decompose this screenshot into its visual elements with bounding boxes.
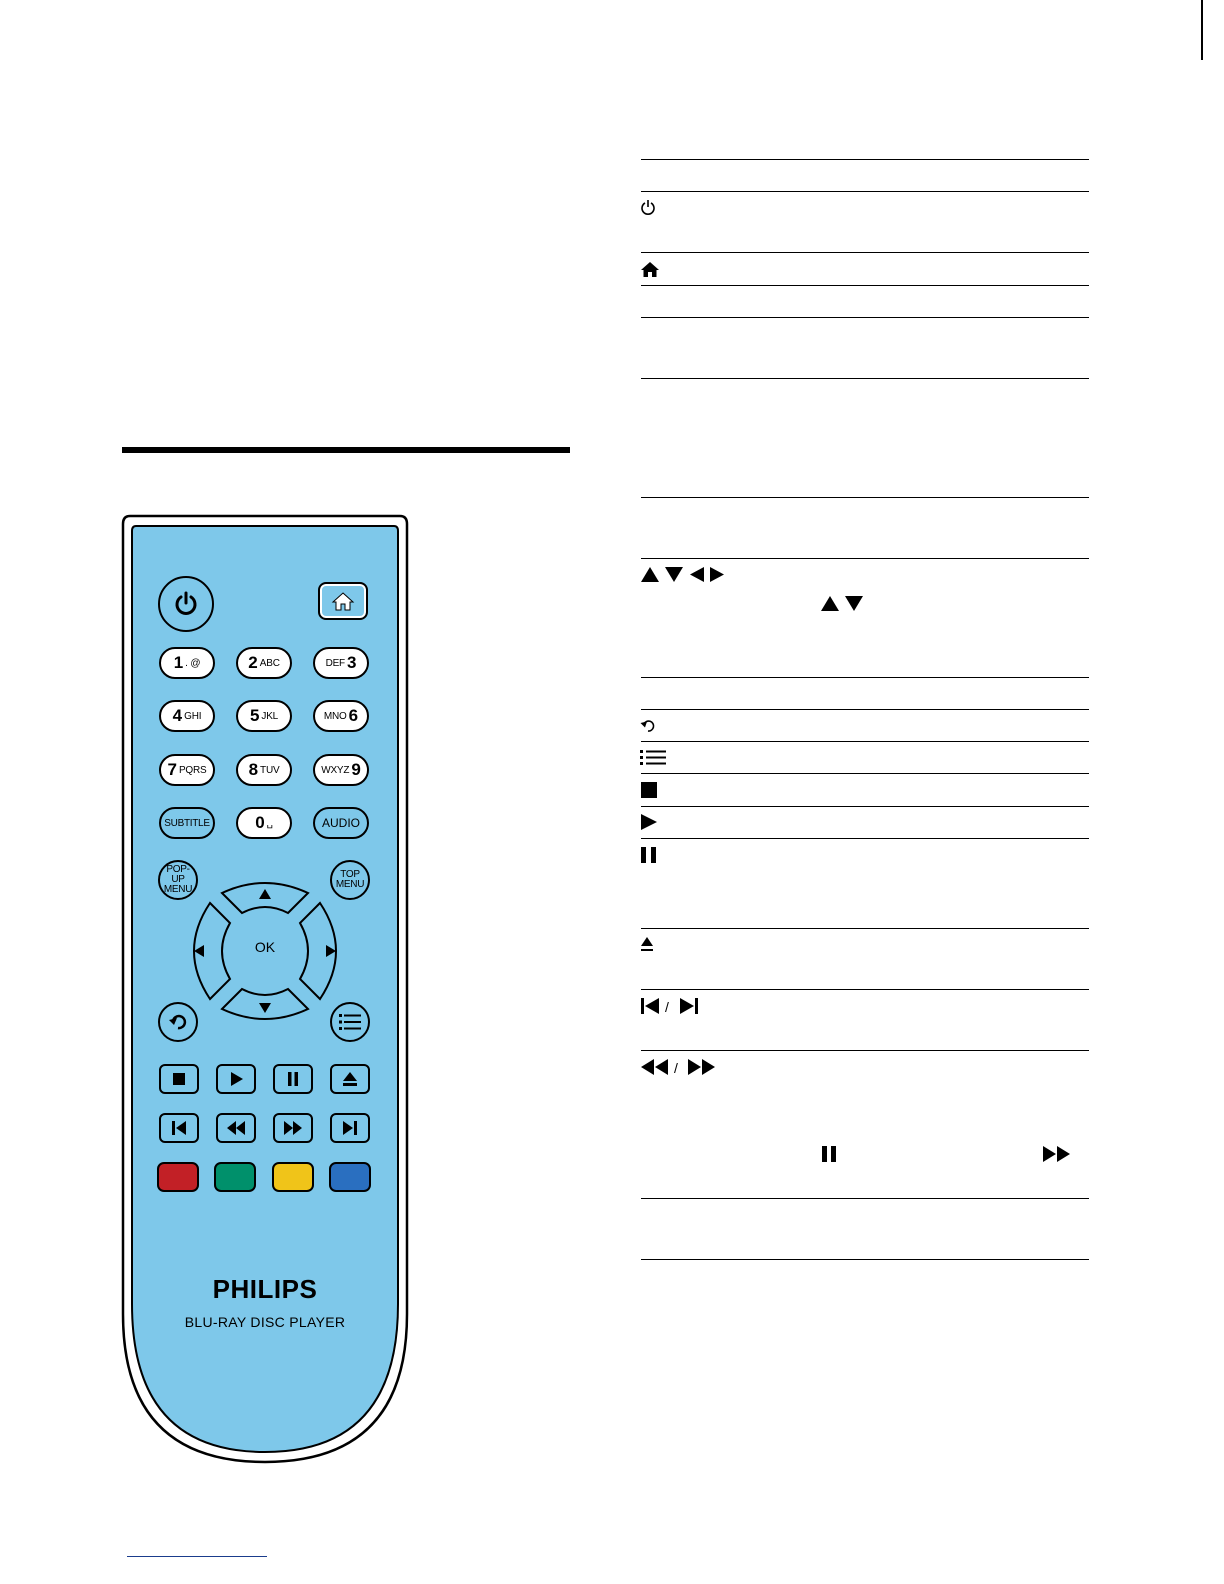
key-4[interactable] bbox=[159, 700, 215, 732]
key-0-letters: ␣ bbox=[266, 817, 273, 829]
options-icon bbox=[339, 1013, 361, 1031]
top-menu-label: TOP MENU bbox=[335, 869, 365, 890]
footer-link-underline bbox=[127, 1556, 267, 1557]
table-rule bbox=[641, 252, 1089, 253]
play-icon bbox=[228, 1071, 244, 1087]
key-7-digit: 7 bbox=[167, 760, 177, 779]
remote-control-illustration bbox=[120, 514, 410, 1466]
popup-menu-label: POP-UP MENU bbox=[163, 864, 193, 895]
key-0-digit: 0 bbox=[255, 813, 265, 832]
table-rule bbox=[641, 709, 1089, 710]
subtitle-button[interactable] bbox=[159, 807, 215, 839]
key-2-letters: ABC bbox=[259, 657, 280, 669]
page-edge-line bbox=[1201, 0, 1203, 60]
eject-icon bbox=[342, 1071, 358, 1087]
table-rule bbox=[641, 989, 1089, 990]
back-button[interactable] bbox=[158, 1002, 198, 1042]
key-8[interactable] bbox=[236, 754, 292, 786]
key-7[interactable] bbox=[159, 754, 215, 786]
key-3[interactable] bbox=[313, 647, 369, 679]
key-5-digit: 5 bbox=[249, 706, 260, 725]
back-icon bbox=[640, 717, 656, 734]
table-rule bbox=[641, 1050, 1089, 1051]
key-2[interactable] bbox=[236, 647, 292, 679]
pause-icon bbox=[640, 846, 658, 864]
home-icon bbox=[640, 261, 660, 278]
table-rule bbox=[641, 806, 1089, 807]
table-rule bbox=[641, 159, 1089, 160]
up-down-arrows-icon bbox=[820, 595, 866, 613]
home-button[interactable] bbox=[318, 582, 368, 620]
home-icon bbox=[331, 591, 355, 611]
key-6[interactable] bbox=[313, 700, 369, 732]
blue-button[interactable] bbox=[329, 1162, 371, 1192]
svg-text:/: / bbox=[674, 1060, 678, 1076]
key-9[interactable] bbox=[313, 754, 369, 786]
green-button[interactable] bbox=[214, 1162, 256, 1192]
stop-button[interactable] bbox=[159, 1064, 199, 1094]
subtitle-label: SUBTITLE bbox=[164, 817, 210, 829]
pause-button[interactable] bbox=[273, 1064, 313, 1094]
fast-forward-icon bbox=[1042, 1145, 1072, 1163]
table-rule bbox=[641, 497, 1089, 498]
key-5-letters: JKL bbox=[261, 710, 279, 722]
eject-button[interactable] bbox=[330, 1064, 370, 1094]
key-1[interactable] bbox=[159, 647, 215, 679]
svg-text:/: / bbox=[665, 999, 669, 1015]
stop-icon bbox=[172, 1072, 186, 1086]
fast-forward-icon bbox=[283, 1120, 303, 1136]
brand-logo: PHILIPS bbox=[212, 1274, 318, 1304]
stop-icon bbox=[640, 781, 658, 799]
key-1-digit: 1 bbox=[173, 653, 184, 672]
options-icon bbox=[640, 749, 666, 766]
eject-icon bbox=[640, 936, 654, 954]
power-button[interactable] bbox=[158, 576, 214, 632]
key-0[interactable] bbox=[236, 807, 292, 839]
table-rule bbox=[641, 1259, 1089, 1260]
section-heading-rule bbox=[122, 447, 570, 453]
audio-button[interactable] bbox=[313, 807, 369, 839]
power-icon bbox=[172, 590, 200, 618]
table-rule bbox=[641, 741, 1089, 742]
play-icon bbox=[640, 813, 658, 831]
key-9-digit: 9 bbox=[351, 760, 361, 779]
red-button[interactable] bbox=[157, 1162, 199, 1192]
pause-icon bbox=[820, 1145, 838, 1163]
table-rule bbox=[641, 558, 1089, 559]
product-name: BLU-RAY DISC PLAYER bbox=[184, 1314, 346, 1330]
table-rule bbox=[641, 677, 1089, 678]
key-3-letters: DEF bbox=[325, 657, 345, 669]
key-4-digit: 4 bbox=[172, 706, 183, 725]
options-button[interactable] bbox=[330, 1002, 370, 1042]
key-4-letters: GHI bbox=[184, 710, 202, 722]
table-rule bbox=[641, 1198, 1089, 1199]
pause-icon bbox=[286, 1071, 300, 1087]
key-6-digit: 6 bbox=[348, 706, 359, 725]
next-button[interactable] bbox=[330, 1113, 370, 1143]
next-icon bbox=[342, 1120, 358, 1136]
key-5[interactable] bbox=[236, 700, 292, 732]
previous-icon bbox=[171, 1120, 187, 1136]
ok-label: OK bbox=[254, 939, 276, 955]
key-2-digit: 2 bbox=[248, 653, 258, 672]
rewind-fast-forward-icon bbox=[640, 1058, 720, 1076]
key-1-letters: . @ bbox=[185, 657, 201, 669]
key-7-letters: PQRS bbox=[178, 764, 207, 776]
navigation-arrows-icon bbox=[640, 566, 728, 584]
previous-button[interactable] bbox=[159, 1113, 199, 1143]
power-icon bbox=[640, 199, 656, 216]
table-rule bbox=[641, 378, 1089, 379]
previous-next-icon bbox=[640, 997, 700, 1015]
key-6-letters: MNO bbox=[323, 710, 347, 722]
rewind-button[interactable] bbox=[216, 1113, 256, 1143]
table-rule bbox=[641, 285, 1089, 286]
table-rule bbox=[641, 191, 1089, 192]
audio-label: AUDIO bbox=[321, 816, 360, 830]
yellow-button[interactable] bbox=[272, 1162, 314, 1192]
table-rule bbox=[641, 838, 1089, 839]
key-3-digit: 3 bbox=[346, 653, 357, 672]
rewind-icon bbox=[226, 1120, 246, 1136]
table-rule bbox=[641, 317, 1089, 318]
key-8-letters: TUV bbox=[260, 764, 280, 776]
table-rule bbox=[641, 928, 1089, 929]
back-icon bbox=[168, 1012, 188, 1032]
key-8-digit: 8 bbox=[248, 760, 259, 779]
play-button[interactable] bbox=[216, 1064, 256, 1094]
key-9-letters: WXYZ bbox=[321, 764, 350, 776]
fast-forward-button[interactable] bbox=[273, 1113, 313, 1143]
table-rule bbox=[641, 773, 1089, 774]
